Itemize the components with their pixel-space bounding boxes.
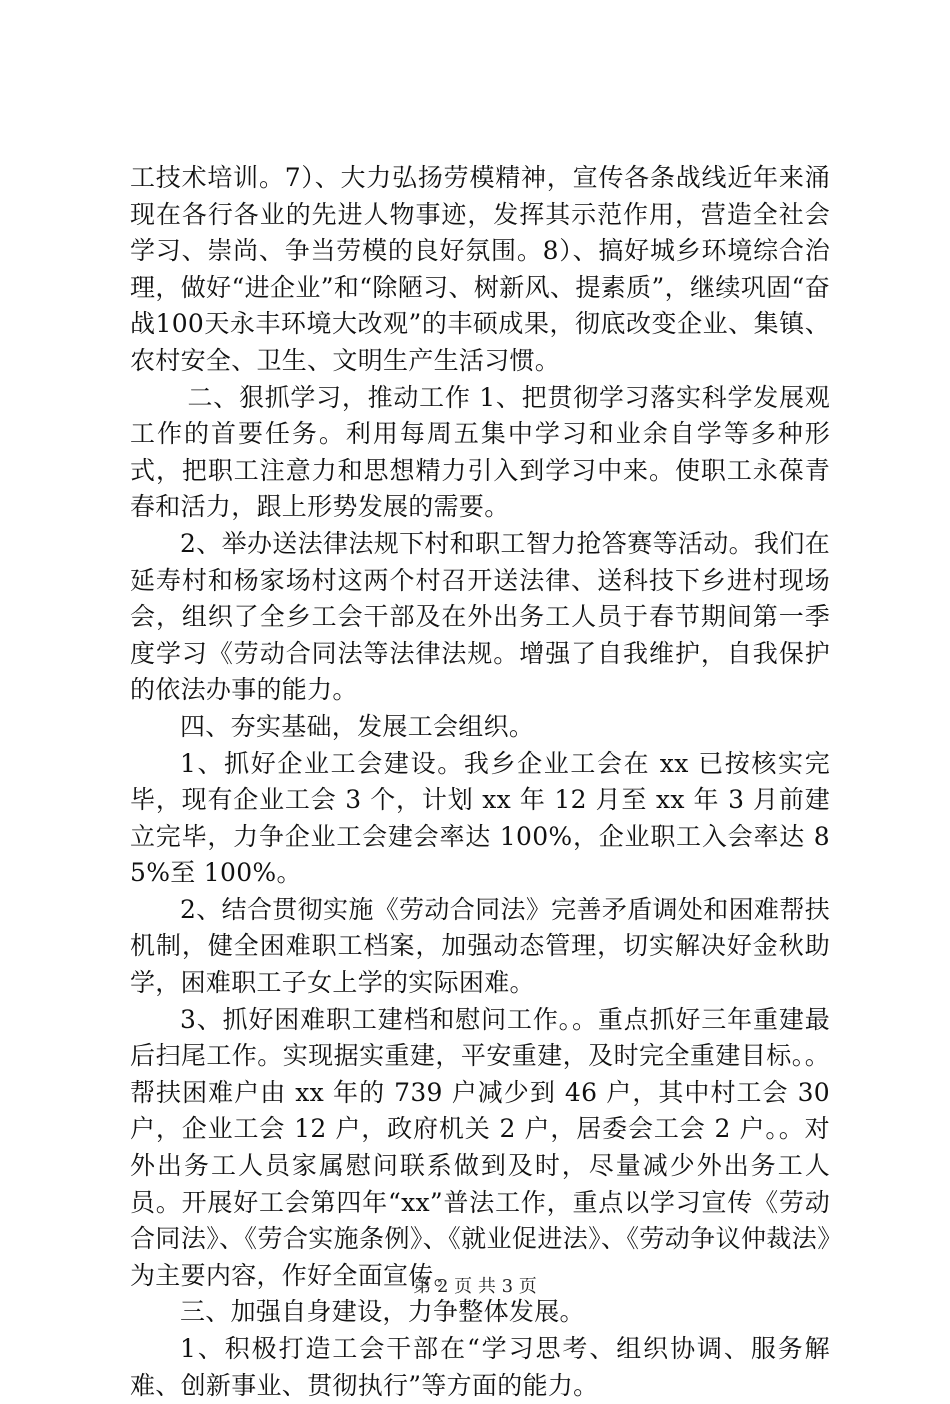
heading-section-four: 四、夯实基础，发展工会组织。 (180, 711, 535, 741)
paragraph-hardship-workers: 3、抓好困难职工建档和慰问工作。。重点抓好三年重建最后扫尾工作。实现据实重建，平安重建，及时完全重建目标。。帮扶困难户由 xx 年的 739 户减少到 46 户，其中村工会 30 户，企业工会 12 户，政府机关 2 户，居委会工会 2 户。。对外出务工人员家属慰问联系做到及时，尽量减少外出务工人员。开展好工会第四年“xx”普法工作，重点以学习宣传《劳动合同法》、《劳合实施条例》、《就业促进法》、《劳动争议仲裁法》为主要内容，作好全面宣传。 (130, 1004, 830, 1290)
document-body (130, 160, 830, 1404)
paragraph-enterprise-union: 1、抓好企业工会建设。我乡企业工会在 xx 已按核实完毕，现有企业工会 3 个，计划 xx 年 12 月至 xx 年 3 月前建立完毕，力争企业工会建会率达 100%，企业职工入会率达 85%至 100%。 (130, 748, 830, 888)
page-number-footer: 第 2 页 共 3 页 (413, 1276, 537, 1297)
paragraph-legal-outreach: 2、举办送法律法规下村和职工智力抢答赛等活动。我们在延寿村和杨家场村这两个村召开送法律、送科技下乡进村现场会，组织了全乡工会干部及在外出务工人员于春节期间第一季度学习《劳动合同法等法律法规。增强了自我维护，自我保护的依法办事的能力。 (130, 528, 830, 705)
paragraph-cadre-capacity: 1、积极打造工会干部在“学习思考、组织协调、服务解难、创新事业、贯彻执行”等方面的能力。 (130, 1334, 830, 1400)
paragraph-labor-contract: 2、结合贯彻实施《劳动合同法》完善矛盾调处和困难帮扶机制，健全困难职工档案，加强动态管理，切实解决好金秋助学，困难职工子女上学的实际困难。 (130, 894, 830, 998)
heading-section-three: 三、加强自身建设，力争整体发展。 (180, 1297, 585, 1327)
paragraph-section-two: 二、狠抓学习，推动工作 1、把贯彻学习落实科学发展观工作的首要任务。利用每周五集中学习和业余自学等多种形式，把职工注意力和思想精力引入到学习中来。使职工永葆青春和活力，跟上形势发展的需要。 (130, 382, 830, 522)
paragraph-continuation: 工技术培训。7）、大力弘扬劳模精神，宣传各条战线近年来涌现在各行各业的先进人物事迹，发挥其示范作用，营造全社会学习、崇尚、争当劳模的良好氛围。8）、搞好城乡环境综合治理，做好“进企业”和“除陋习、树新风、提素质”，继续巩固“奋战100天永丰环境大改观”的丰硕成果，彻底改变企业、集镇、农村安全、卫生、文明生产生活习惯。 (130, 163, 830, 375)
